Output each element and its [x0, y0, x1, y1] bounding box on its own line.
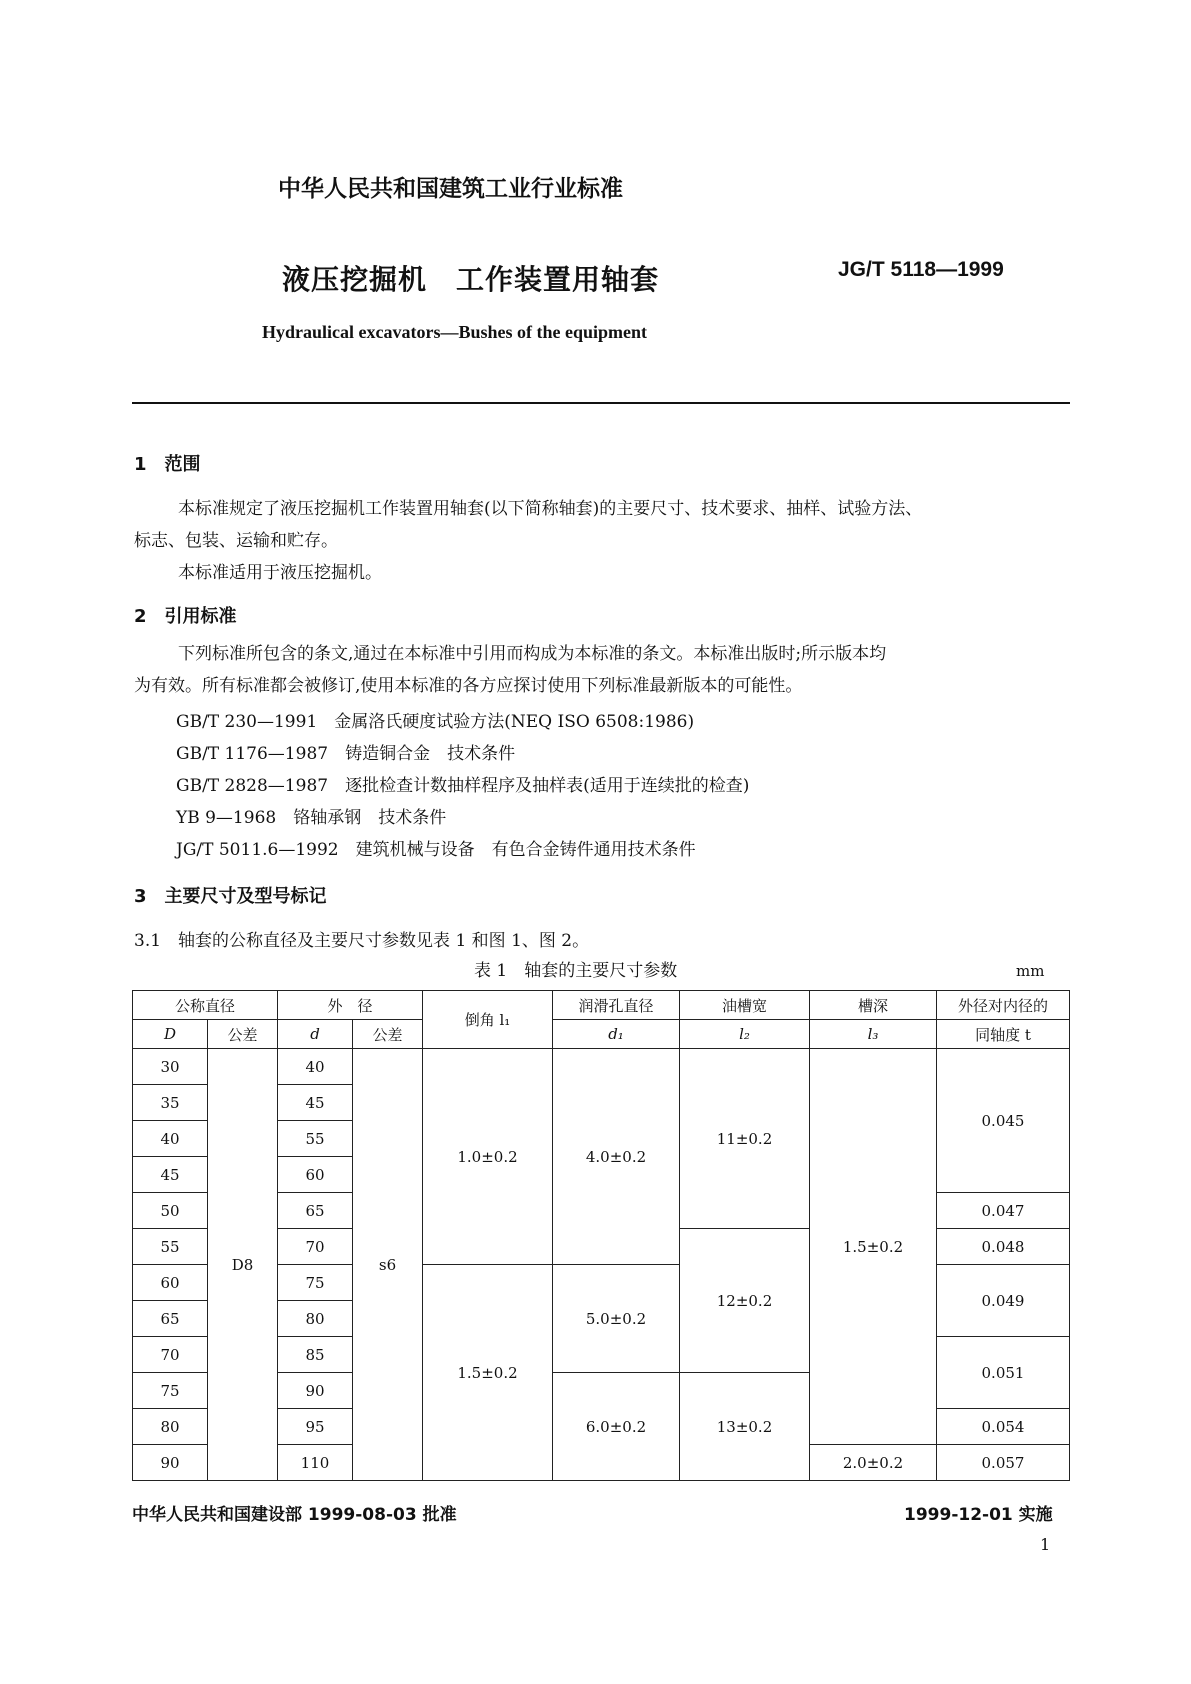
table-caption: 表 1 轴套的主要尺寸参数 [474, 961, 678, 981]
table-cell: 0.051 [937, 1337, 1070, 1409]
section-1-heading: 1 范围 [134, 454, 201, 475]
table-cell: 50 [133, 1193, 208, 1229]
table-cell: 65 [278, 1193, 353, 1229]
table-cell: 2.0±0.2 [810, 1445, 937, 1481]
table-cell: s6 [353, 1049, 423, 1481]
table-cell: 0.049 [937, 1265, 1070, 1337]
table-cell: 40 [278, 1049, 353, 1085]
table-header-cell: l₂ [680, 1020, 810, 1049]
divider [132, 402, 1070, 404]
table-cell: 0.057 [937, 1445, 1070, 1481]
footer-rule [132, 1480, 1070, 1481]
page-number: 1 [1040, 1535, 1051, 1554]
table-cell: 75 [133, 1373, 208, 1409]
english-title: Hydraulical excavators—Bushes of the equipment [262, 322, 647, 342]
table-cell: 65 [133, 1301, 208, 1337]
table-header-cell: 润滑孔直径 [553, 991, 680, 1020]
table-cell: 1.5±0.2 [810, 1049, 937, 1445]
table-cell: 90 [133, 1445, 208, 1481]
section-2-body: 下列标准所包含的条文,通过在本标准中引用而构成为本标准的条文。本标准出版时;所示版本均 为有效。所有标准都会被修订,使用本标准的各方应探讨使用下列标准最新版本的可能性。 [134, 644, 887, 696]
table-cell: 60 [278, 1157, 353, 1193]
table-cell: 70 [278, 1229, 353, 1265]
table-header-cell: 油槽宽 [680, 991, 810, 1020]
table-cell: 6.0±0.2 [553, 1373, 680, 1481]
table-header-cell: 外径对内径的 [937, 991, 1070, 1020]
table-header-cell: 公称直径 [133, 991, 278, 1020]
reference-item: YB 9—1968 铬轴承钢 技术条件 [176, 808, 447, 828]
table-cell: 80 [133, 1409, 208, 1445]
table-header-cell: d [278, 1020, 353, 1049]
table-cell: 75 [278, 1265, 353, 1301]
table-header-cell: l₃ [810, 1020, 937, 1049]
section-1-body: 本标准规定了液压挖掘机工作装置用轴套(以下简称轴套)的主要尺寸、技术要求、抽样、试验方法、 标志、包装、运输和贮存。 本标准适用于液压挖掘机。 [134, 499, 923, 583]
table-cell: 90 [278, 1373, 353, 1409]
table-cell: 1.5±0.2 [423, 1265, 553, 1481]
table-cell: 80 [278, 1301, 353, 1337]
reference-list [176, 706, 749, 866]
approval-date: 中华人民共和国建设部 1999-08-03 批准 [132, 1505, 457, 1525]
table-cell: 40 [133, 1121, 208, 1157]
table-cell: 0.048 [937, 1229, 1070, 1265]
table-header-cell: 公差 [353, 1020, 423, 1049]
table-cell: 95 [278, 1409, 353, 1445]
table-header-cell: 倒角 l₁ [423, 991, 553, 1049]
table-cell: 45 [278, 1085, 353, 1121]
table-cell: 0.045 [937, 1049, 1070, 1193]
table-header-cell: 同轴度 t [937, 1020, 1070, 1049]
reference-item: JG/T 5011.6—1992 建筑机械与设备 有色合金铸件通用技术条件 [176, 840, 696, 860]
table-cell: 0.054 [937, 1409, 1070, 1445]
document-title: 液压挖掘机 工作装置用轴套 [282, 263, 660, 296]
table-cell: 35 [133, 1085, 208, 1121]
reference-item: GB/T 1176—1987 铸造铜合金 技术条件 [176, 744, 516, 764]
table-cell: 85 [278, 1337, 353, 1373]
table-row [133, 1049, 1070, 1085]
table-cell: 11±0.2 [680, 1049, 810, 1229]
table-cell: 12±0.2 [680, 1229, 810, 1373]
table-cell: 30 [133, 1049, 208, 1085]
table-header-cell: 公差 [208, 1020, 278, 1049]
table-cell: 70 [133, 1337, 208, 1373]
table-header-cell: d₁ [553, 1020, 680, 1049]
table-cell: 45 [133, 1157, 208, 1193]
table-cell: 4.0±0.2 [553, 1049, 680, 1265]
dimension-table [132, 990, 1070, 1481]
table-cell: 55 [133, 1229, 208, 1265]
table-cell: 110 [278, 1445, 353, 1481]
table-cell: 55 [278, 1121, 353, 1157]
table-cell: 0.047 [937, 1193, 1070, 1229]
section-3-heading: 3 主要尺寸及型号标记 [134, 886, 327, 907]
section-3-1: 3.1 轴套的公称直径及主要尺寸参数见表 1 和图 1、图 2。 [134, 931, 590, 951]
standard-header: 中华人民共和国建筑工业行业标准 [278, 176, 623, 202]
table-header-cell: 外 径 [278, 991, 423, 1020]
table-header-cell: D [133, 1020, 208, 1049]
table-cell: 5.0±0.2 [553, 1265, 680, 1373]
reference-item: GB/T 2828—1987 逐批检查计数抽样程序及抽样表(适用于连续批的检查) [176, 776, 750, 796]
table-header-cell: 槽深 [810, 991, 937, 1020]
table-cell: D8 [208, 1049, 278, 1481]
table-cell: 13±0.2 [680, 1373, 810, 1481]
table-unit: mm [1016, 962, 1045, 980]
reference-item: GB/T 230—1991 金属洛氏硬度试验方法(NEQ ISO 6508:1986) [176, 712, 695, 732]
section-2-heading: 2 引用标准 [134, 606, 237, 627]
standard-code: JG/T 5118—1999 [838, 258, 1004, 281]
table-cell: 1.0±0.2 [423, 1049, 553, 1265]
table-cell: 60 [133, 1265, 208, 1301]
effective-date: 1999-12-01 实施 [904, 1505, 1053, 1525]
